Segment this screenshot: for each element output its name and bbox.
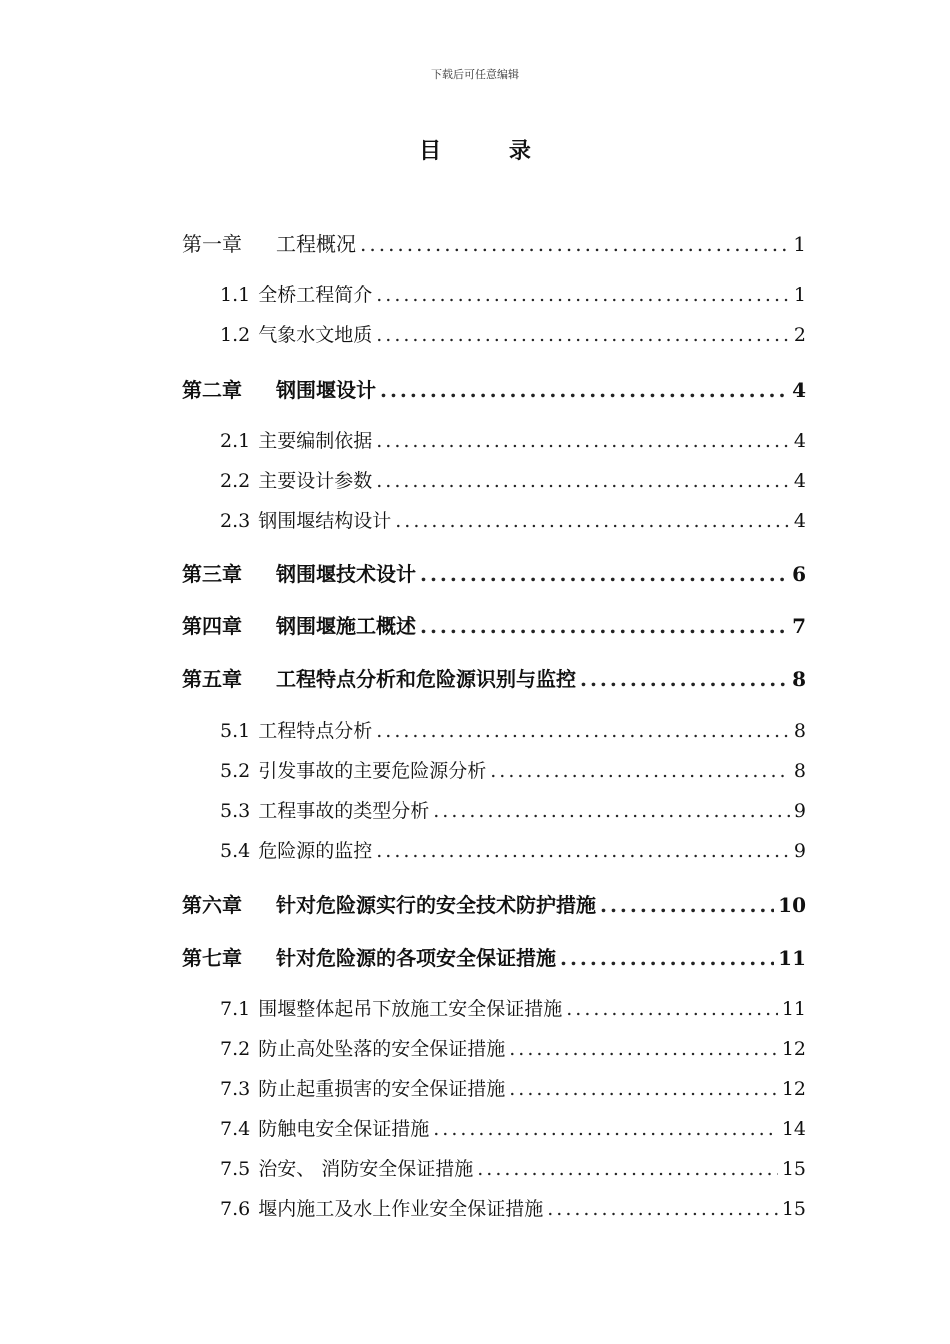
toc-chapter-entry[interactable] [182,889,806,918]
toc-entry-page: 4 [793,510,806,532]
dot-leader [600,893,774,917]
toc-entry-number: 5.1 [220,720,251,742]
toc-entry-page: 2 [793,324,806,346]
toc-entry-label: 工程事故的类型分析 [258,800,430,822]
toc-entry-label: 钢围堰结构设计 [258,510,392,532]
toc-entry-label: 全桥工程简介 [258,284,373,306]
toc-entry-number: 1.2 [220,324,251,346]
dot-leader [376,470,790,492]
toc-entry-number: 2.1 [220,430,251,452]
dot-leader [433,800,790,822]
toc-entry-label: 工程特点分析 [258,720,373,742]
toc-entry-label: 防止起重损害的安全保证措施 [258,1078,506,1100]
dot-leader [376,840,790,862]
toc-section-entry[interactable] [182,1154,806,1181]
toc-entry-number: 5.2 [220,760,251,782]
toc-entry-page: 9 [793,800,806,822]
dot-leader [380,378,788,402]
toc-entry-page: 8 [793,760,806,782]
toc-entry-page: 4 [793,470,806,492]
dot-leader [376,430,790,452]
toc-entry-number: 7.1 [220,998,251,1020]
dot-leader [420,562,788,586]
toc-entry-page: 11 [781,998,806,1020]
toc-section-entry[interactable] [182,1034,806,1061]
toc-entry-page: 1 [793,284,806,306]
toc-entry-label: 钢围堰技术设计 [276,562,416,586]
toc-entry-label: 堰内施工及水上作业安全保证措施 [258,1198,544,1220]
dot-leader [376,720,790,742]
dot-leader [547,1198,778,1220]
toc-entry-page: 1 [793,232,806,256]
toc-chapter-entry[interactable] [182,228,806,257]
toc-entry-page: 9 [793,840,806,862]
toc-entry-label: 围堰整体起吊下放施工安全保证措施 [258,998,563,1020]
toc-entry-number: 5.4 [220,840,251,862]
dot-leader [560,946,774,970]
dot-leader [566,998,778,1020]
toc-entry-label: 防触电安全保证措施 [258,1118,430,1140]
toc-entry-page: 7 [792,614,806,638]
toc-entry-label: 工程概况 [276,232,356,256]
dot-leader [376,324,790,346]
toc-entry-number: 7.5 [220,1158,251,1180]
toc-entry-number: 第一章 [182,232,242,256]
toc-section-entry[interactable] [182,796,806,823]
toc-entry-number: 第四章 [182,614,242,638]
toc-entry-number: 7.2 [220,1038,251,1060]
dot-leader [580,667,788,691]
toc-entry-number: 7.6 [220,1198,251,1220]
toc-section-entry[interactable] [182,836,806,863]
toc-entry-label: 防止高处坠落的安全保证措施 [258,1038,506,1060]
toc-entry-page: 8 [792,667,806,691]
toc-entry-number: 第六章 [182,893,242,917]
toc-entry-label: 主要设计参数 [258,470,373,492]
toc-entry-label: 引发事故的主要危险源分析 [258,760,487,782]
dot-leader [509,1078,778,1100]
toc-entry-number: 5.3 [220,800,251,822]
toc-section-entry[interactable] [182,1074,806,1101]
toc-entry-page: 12 [781,1038,806,1060]
toc-entry-label: 钢围堰设计 [276,378,376,402]
toc-entry-page: 8 [793,720,806,742]
toc-entry-label: 危险源的监控 [258,840,373,862]
toc-entry-number: 1.1 [220,284,251,306]
dot-leader [477,1158,778,1180]
toc-entry-number: 第七章 [182,946,242,970]
toc-entry-label: 钢围堰施工概述 [276,614,416,638]
toc-section-entry[interactable] [182,756,806,783]
dot-leader [490,760,790,782]
dot-leader [395,510,790,532]
dot-leader [360,232,789,256]
toc-entry-label: 气象水文地质 [258,324,373,346]
toc-entry-label: 针对危险源的各项安全保证措施 [276,946,556,970]
dot-leader [420,614,788,638]
toc-section-entry[interactable] [182,1194,806,1221]
toc-section-entry[interactable] [182,280,806,307]
toc-entry-number: 2.3 [220,510,251,532]
toc-entry-page: 11 [778,946,806,970]
toc-section-entry[interactable] [182,716,806,743]
toc-entry-page: 6 [792,562,806,586]
dot-leader [376,284,790,306]
toc-entry-number: 第三章 [182,562,242,586]
toc-title: 目 录 [419,138,561,164]
toc-entry-page: 15 [781,1158,806,1180]
toc-section-entry[interactable] [182,320,806,347]
toc-entry-page: 10 [778,893,806,917]
toc-section-entry[interactable] [182,506,806,533]
toc-entry-label: 主要编制依据 [258,430,373,452]
toc-chapter-entry[interactable] [182,558,806,587]
toc-section-entry[interactable] [182,466,806,493]
toc-entry-page: 14 [781,1118,806,1140]
toc-section-entry[interactable] [182,426,806,453]
toc-section-entry[interactable] [182,1114,806,1141]
toc-chapter-entry[interactable] [182,663,806,692]
toc-entry-number: 7.3 [220,1078,251,1100]
toc-entry-number: 7.4 [220,1118,251,1140]
toc-entry-number: 第二章 [182,378,242,402]
toc-entry-label: 针对危险源实行的安全技术防护措施 [276,893,596,917]
dot-leader [433,1118,778,1140]
toc-entry-label: 工程特点分析和危险源识别与监控 [276,667,576,691]
toc-entry-number: 2.2 [220,470,251,492]
toc-chapter-entry[interactable] [182,942,806,971]
header-note: 下载后可任意编辑 [431,68,519,81]
toc-entry-label: 治安、 消防安全保证措施 [258,1158,474,1180]
toc-entry-page: 4 [793,430,806,452]
dot-leader [509,1038,778,1060]
toc-section-entry[interactable] [182,994,806,1021]
toc-chapter-entry[interactable] [182,610,806,639]
toc-entry-page: 4 [792,378,806,402]
toc-entry-page: 12 [781,1078,806,1100]
toc-chapter-entry[interactable] [182,374,806,403]
toc-entry-number: 第五章 [182,667,242,691]
toc-entry-page: 15 [781,1198,806,1220]
